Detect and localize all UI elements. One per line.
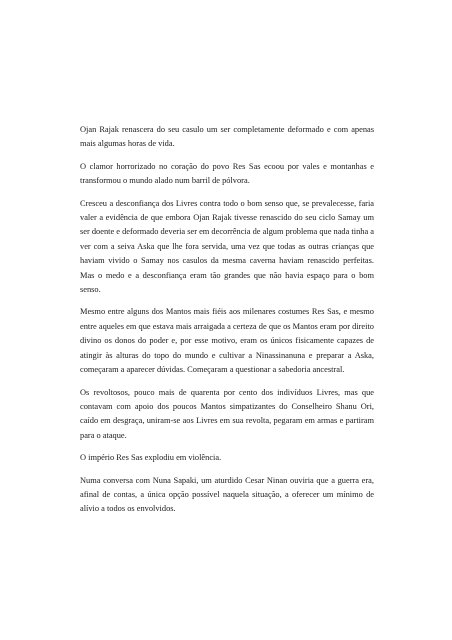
paragraph-5: Os revoltosos, pouco mais de quarenta por cento dos indivíduos Livres, mas que contavam com apoio dos poucos Mantos simpatizantes do Conselheiro Shanu Ori, caído em desgraça, uniram-se aos Livres em sua revolta, pegaram em armas e partiram para o ataque.: [80, 387, 374, 440]
paragraph-1: Ojan Rajak renascera do seu casulo um ser completamente deformado e com apenas mais algumas horas de vida.: [80, 125, 374, 149]
paragraph-6: O império Res Sas explodiu em violência.: [80, 453, 222, 463]
paragraph-7: Numa conversa com Nuna Sapaki, um aturdido Cesar Ninan ouviria que a guerra era, afinal de contas, a única opção possível naquela situação, a oferecer um mínimo de alívio a todos os envolvidos.: [80, 475, 374, 514]
body-text: [80, 123, 374, 525]
paragraph-4: Mesmo entre alguns dos Mantos mais fiéis aos milenares costumes Res Sas, e mesmo entre aqueles em que estava mais arraigada a certeza de que os Mantos eram por direito divino os donos do poder e, por esse motivo, eram os únicos fisicamente capazes de atingir às alturas do topo do mundo e cultivar a Ninassinanuna e preparar a Aska, começaram a aparecer dúvidas. Começaram a questionar a sabedoria ancestral.: [80, 307, 374, 375]
paragraph-3: Cresceu a desconfiança dos Livres contra todo o bom senso que, se prevalecesse, faria valer a evidência de que embora Ojan Rajak tivesse renascido do seu ciclo Samay um ser doente e deformado deveria ser em decorrência de algum problema que nada tinha a ver com a seiva Aska que lhe fora servida, uma vez que todas as outras crianças que haviam vivido o Samay nos casulos da mesma caverna haviam renascido perfeitas. Mas o medo e a desconfiança eram tão grandes que não havia espaço para o bom senso.: [80, 198, 374, 295]
paragraph-2: O clamor horrorizado no coração do povo Res Sas ecoou por vales e montanhas e transformou o mundo alado num barril de pólvora.: [80, 161, 374, 186]
